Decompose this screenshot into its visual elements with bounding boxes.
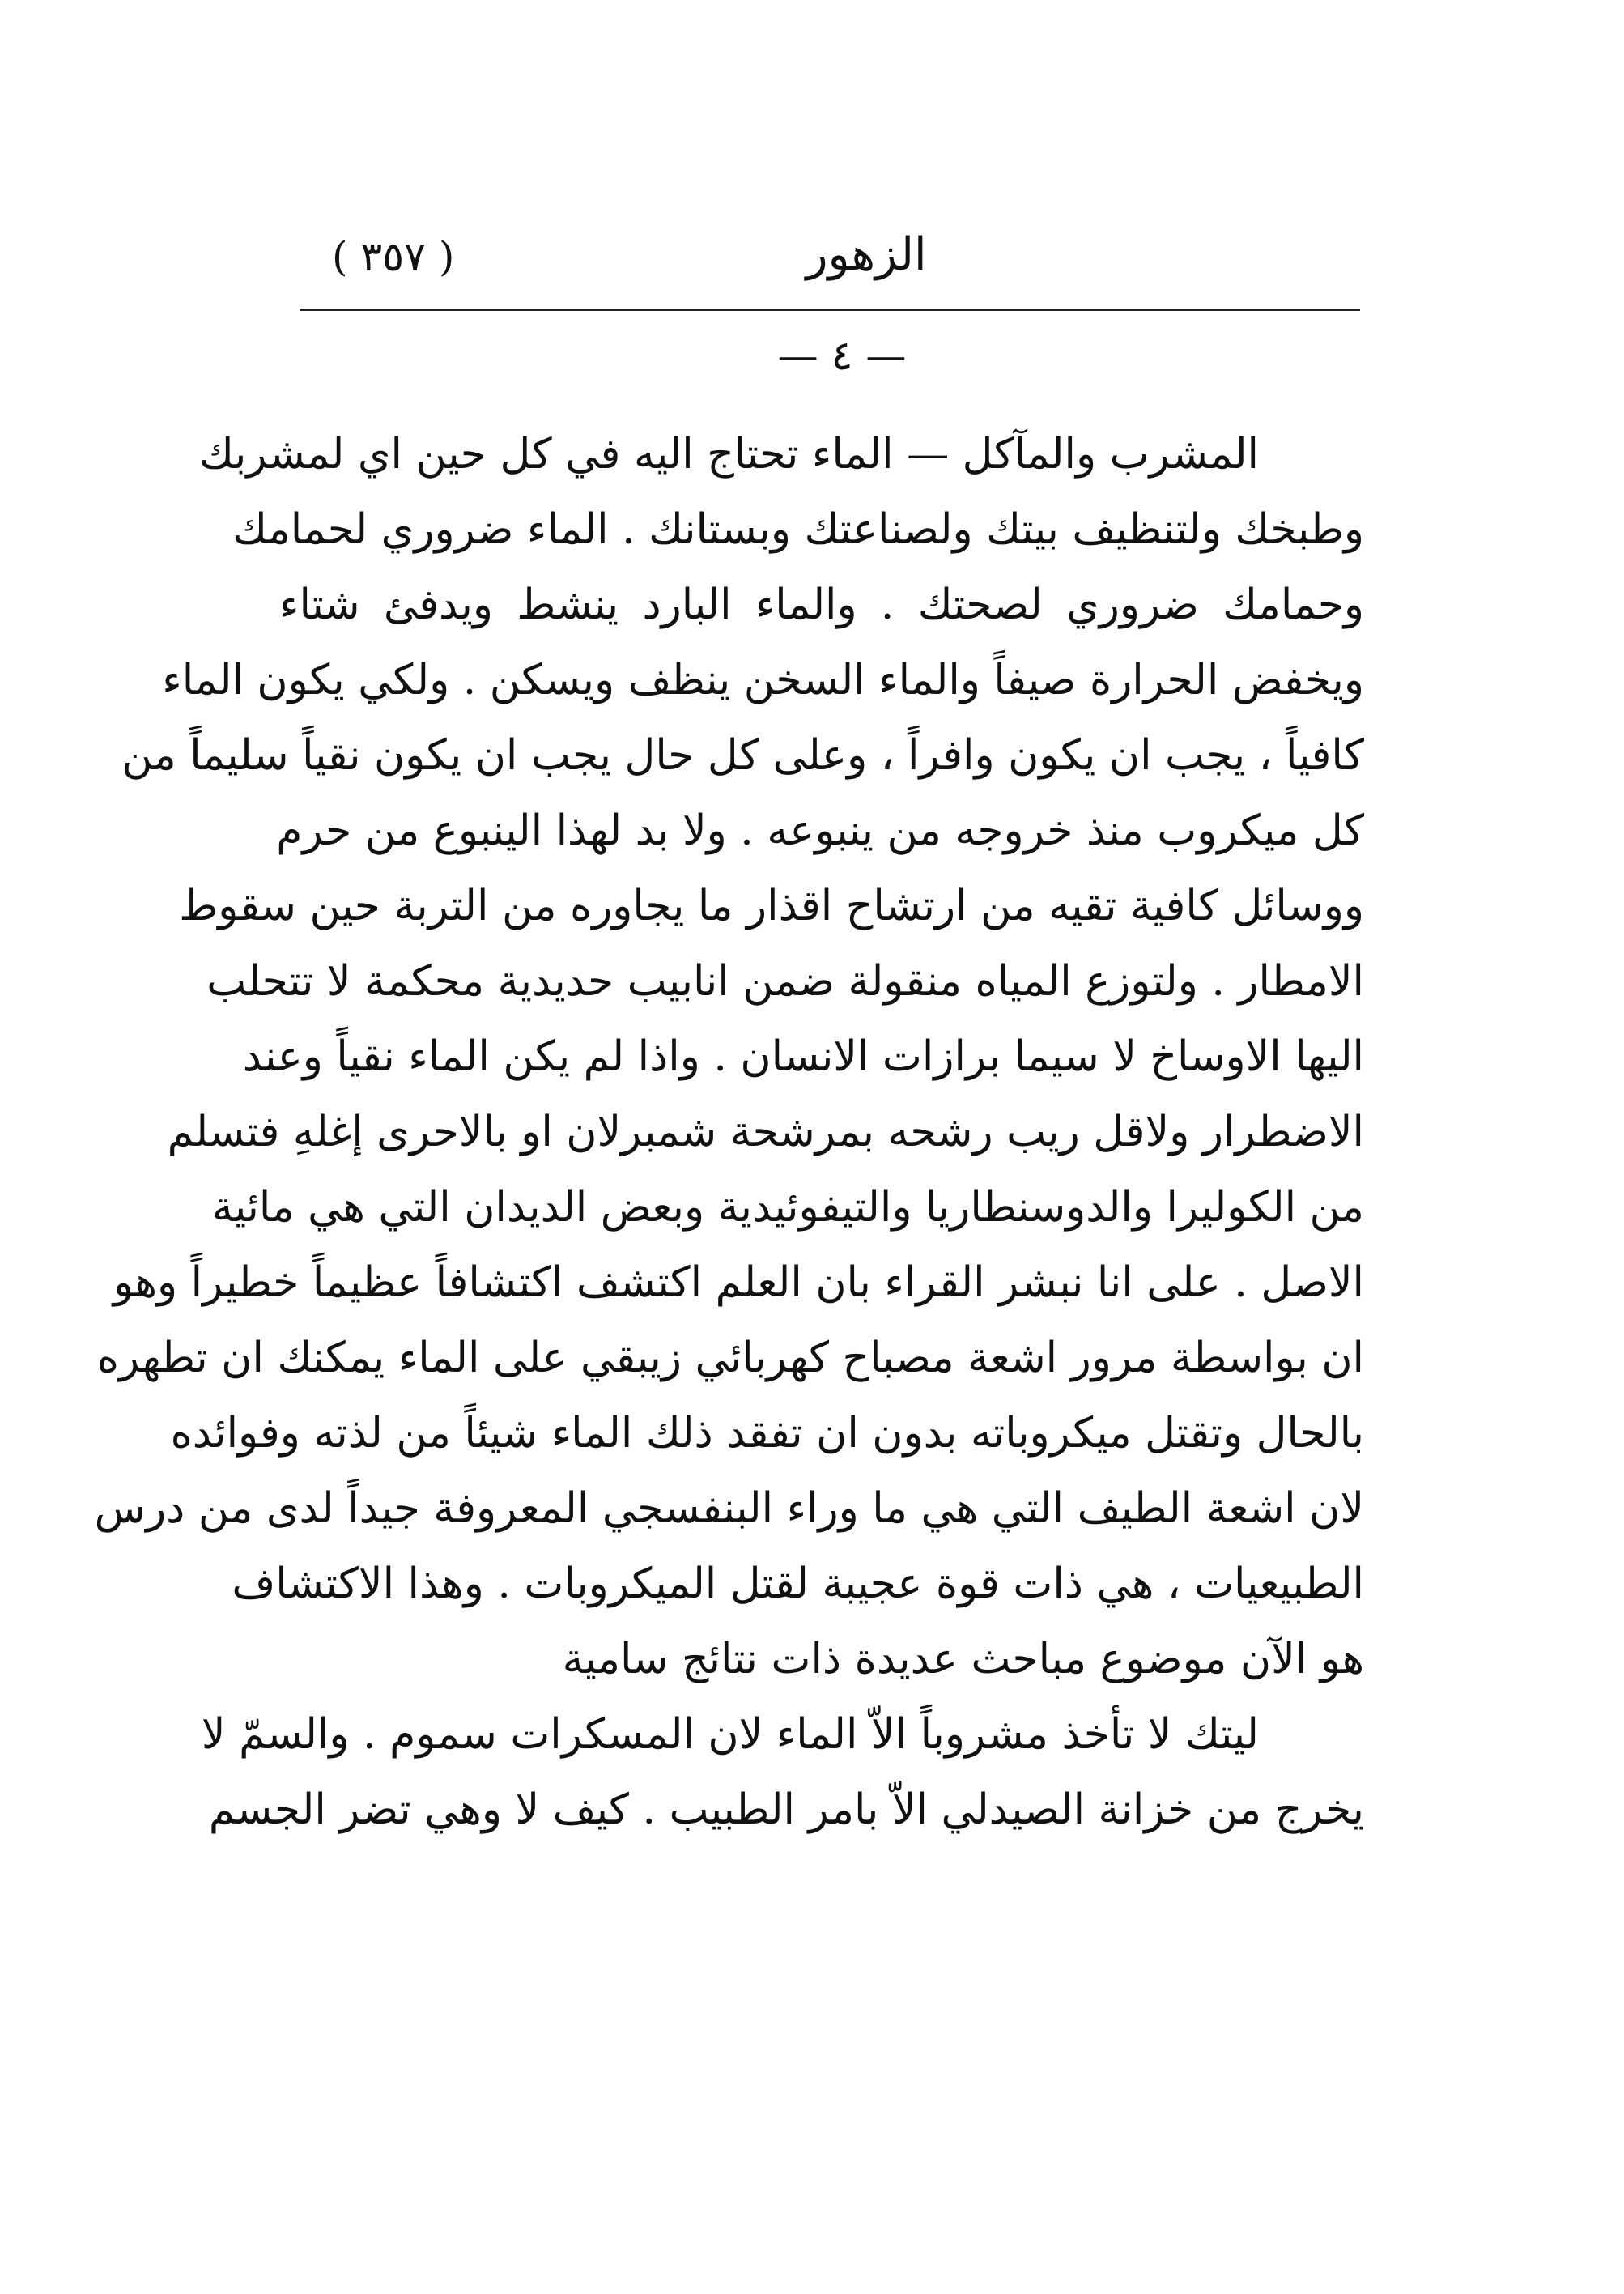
running-title: الزهور [806, 228, 927, 281]
body-text [94, 417, 1364, 1848]
text-line: ليتك لا تأخذ مشروباً الاّ الماء لان المسكرات سموم . والسمّ لا [201, 1710, 1259, 1759]
text-line: بالحال وتقتل ميكروباته بدون ان تفقد ذلك الماء شيئاً من لذته وفوائده [170, 1409, 1364, 1458]
text-line: المشرب والمآكل — الماء تحتاج اليه في كل حين اي لمشربك [199, 430, 1259, 479]
header-rule [300, 309, 1360, 311]
page-number: ( ٣٥٧ ) [332, 233, 455, 280]
text-line: ان بواسطة مرور اشعة مصباح كهربائي زيبقي على الماء يمكنك ان تطهره [96, 1334, 1364, 1382]
text-line: الاضطرار ولاقل ريب رشحه بمرشحة شمبرلان او بالاحرى إغلهِ فتسلم [167, 1108, 1364, 1156]
page-header [291, 228, 1360, 309]
text-line: هو الآن موضوع مباحث عديدة ذات نتائج سامية [562, 1635, 1364, 1683]
text-line: ووسائل كافية تقيه من ارتشاح اقذار ما يجاوره من التربة حين سقوط [179, 882, 1364, 930]
paragraph [201, 1697, 1364, 1848]
text-line: ويخفض الحرارة صيفاً والماء السخن ينظف ويسكن . ولكي يكون الماء [162, 656, 1364, 704]
text-line: يخرج من خزانة الصيدلي الاّ بامر الطبيب . كيف لا وهي تضر الجسم [208, 1785, 1364, 1834]
text-line: لان اشعة الطيف التي هي ما وراء البنفسجي المعروفة جيداً لدى من درس [94, 1484, 1364, 1533]
text-line: وحمامك ضروري لصحتك . والماء البارد ينشط ويدفئ شتاء [279, 581, 1364, 629]
text-line: اليها الاوساخ لا سيما برازات الانسان . واذا لم يكن الماء نقياً وعند [242, 1032, 1364, 1081]
text-line: كل ميكروب منذ خروجه من ينبوعه . ولا بد لهذا الينبوع من حرم [276, 807, 1364, 855]
text-line: من الكوليرا والدوسنطاريا والتيفوئيدية وبعض الديدان التي هي مائية [211, 1183, 1364, 1232]
section-number: — ٤ — [777, 332, 907, 379]
paragraph [94, 417, 1364, 1697]
text-line: الطبيعيات ، هي ذات قوة عجيبة لقتل الميكروبات . وهذا الاكتشاف [232, 1560, 1364, 1608]
text-line: الاصل . على انا نبشر القراء بان العلم اكتشف اكتشافاً عظيماً خطيراً وهو [113, 1258, 1364, 1307]
text-line: الامطار . ولتوزع المياه منقولة ضمن انابيب حديدية محكمة لا تتحلب [206, 957, 1364, 1006]
text-line: وطبخك ولتنظيف بيتك ولصناعتك وبستانك . الماء ضروري لحمامك [232, 505, 1364, 554]
text-line: كافياً ، يجب ان يكون وافراً ، وعلى كل حال يجب ان يكون نقياً سليماً من [121, 731, 1364, 780]
